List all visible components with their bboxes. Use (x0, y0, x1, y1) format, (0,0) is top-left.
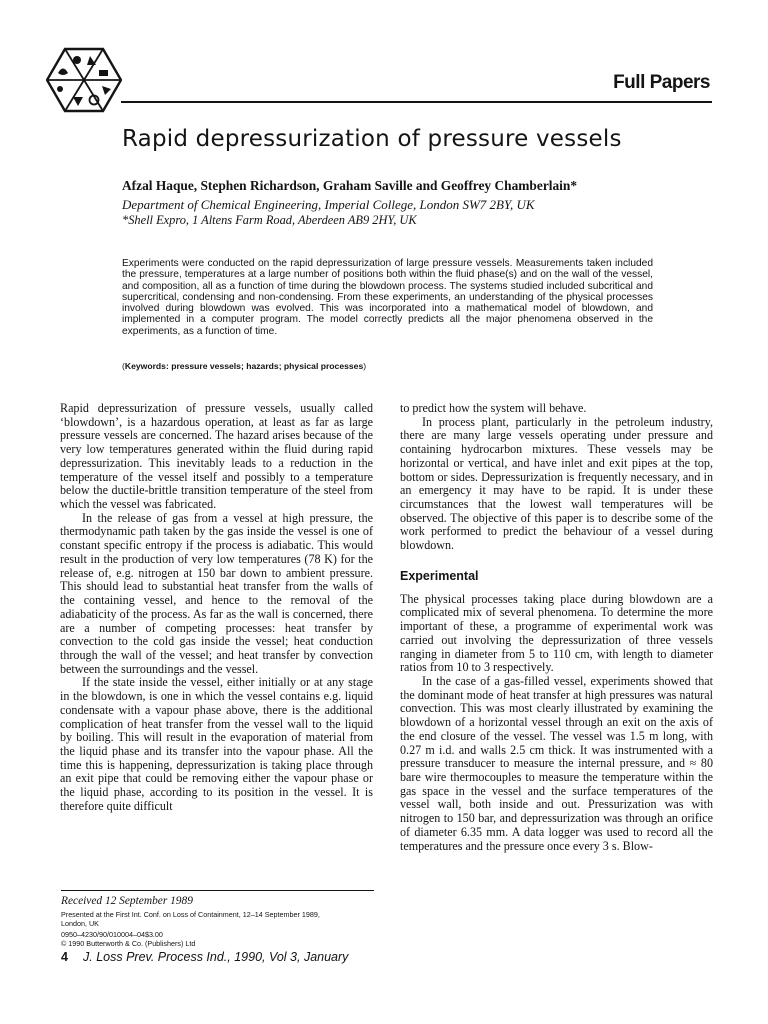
body-column-left (60, 402, 373, 814)
keywords-list: pressure vessels; hazards; physical processes (171, 361, 364, 371)
journal-citation: J. Loss Prev. Process Ind., 1990, Vol 3, January (83, 950, 349, 964)
body-paragraph: The physical processes taking place during blowdown are a complicated mix of several phenomena. To determine the more important of these, a programme of experimental work was carried out involving the depressurization of three vessels ranging in diameter from 5 to 110 cm, with length to diameter ratios from 10 to 3 respectively. (400, 591, 713, 675)
presented-note-line: London, UK (61, 918, 99, 928)
affiliation-primary: Department of Chemical Engineering, Imperial College, London SW7 2BY, UK (122, 197, 535, 212)
body-paragraph: In the case of a gas-filled vessel, experiments showed that the dominant mode of heat transfer at high pressures was natural convection. This was most clearly illustrated by examining the blowdown of a horizontal vessel through an exit on the axis of the end closure of the vessel. The vessel was 1.5 m long, with 0.27 m i.d. and walls 2.5 cm thick. It was instrumented with a pressure transducer to measure the internal pressure, and ≈ 80 bare wire thermocouples to measure the temperature within the gas space in the vessel and the surface temperatures of the vessel wall, both inside and out. Pressurization was with nitrogen to 150 bar, and depressurization was through an orifice of diameter 6.35 mm. A data logger was used to record all the temperatures and the pressure once every 3 s. Blow- (400, 673, 713, 853)
page-number: 4 (61, 950, 68, 964)
affiliation-secondary: *Shell Expro, 1 Altens Farm Road, Aberdeen AB9 2HY, UK (122, 213, 417, 227)
presented-note (61, 911, 320, 928)
received-date: Received 12 September 1989 (61, 895, 193, 907)
section-heading-experimental: Experimental (400, 568, 479, 583)
body-paragraph: If the state inside the vessel, either initially or at any stage in the blowdown, is one in which the vessel contains e.g. liquid condensate with a vapour phase above, there is the additional complication of heat transfer from the vessel wall to the liquid by boiling. This will result in the evaporation of material from the liquid phase and its transfer into the vapour phase. All the time this is happening, depressurization is taking place through an exit pipe that could be removing either the vapour phase or the liquid phase, according to its position in the vessel. It is therefore quite difficult (60, 675, 373, 813)
article-code: 0950–4230/90/010004–04$3.00 (61, 930, 163, 939)
header-rule (121, 101, 712, 103)
body-paragraph: In process plant, particularly in the petroleum industry, there are many large vessels operating under pressure and containing hydrocarbon mixtures. These vessels may be horizontal or vertical, and have inlet and exit pipes at the top, bottom or sides. Depressurization is frequently necessary, and in an emergency it may have to be rapid. It is under these circumstances that the lowest wall temperatures will be observed. The objective of this paper is to describe some of the work performed to predict the behaviour of a vessel during blowdown. (400, 414, 713, 553)
article-authors: Afzal Haque, Stephen Richardson, Graham Saville and Geoffrey Chamberlain* (122, 178, 578, 193)
keywords-line (122, 361, 366, 371)
footnote-rule (61, 890, 374, 891)
body-paragraph: In the release of gas from a vessel at high pressure, the thermodynamic path taken by the gas inside the vessel is one of constant specific entropy if the process is adiabatic. This would result in the production of very low temperatures (78 K) for the release of, e.g. nitrogen at 150 bar down to ambient pressure. This should lead to substantial heat transfer from the walls of the containing vessel, and hence to the removal of the adiabaticity of the process. As far as the wall is concerned, there are a number of competing processes: heat transfer by convection to the cold gas inside the vessel; heat conduction through the wall of the vessel; and heat transfer by convection between the surroundings and the vessel. (60, 510, 373, 676)
copyright-line: © 1990 Butterworth & Co. (Publishers) Ltd (61, 938, 196, 948)
keywords-open: ( (122, 361, 125, 371)
journal-logo (46, 46, 122, 114)
keywords-close: ) (363, 361, 367, 371)
presented-note-line: Presented at the First Int. Conf. on Loss of Containment, 12–14 September 1989, (61, 910, 320, 919)
abstract: Experiments were conducted on the rapid depressurization of large pressure vessels. Measurements taken included the pressure, temperatures at a large number of positions both within the fluid phase(s) and on the wall of the vessel, and composition, all as a function of time during the blowdown process. The systems studied included subcritical and supercritical, condensing and non-condensing. From these experiments, an understanding of the physical processes involved during blowdown was evolved. This was incorporated into a mathematical model of blowdown, and implemented in a computer program. The model correctly predicts all the major phenomena observed in the experiments, as a function of time. (122, 258, 653, 337)
copyright-block (61, 931, 195, 948)
hazard-hexagon-logo-icon (46, 46, 122, 114)
section-label: Full Papers (613, 72, 710, 93)
body-paragraph: to predict how the system will behave. (400, 401, 587, 415)
body-column-right (400, 402, 713, 853)
keywords-label: Keywords: (124, 361, 169, 371)
body-paragraph: Rapid depressurization of pressure vessels, usually called ‘blowdown’, is a hazardous operation, at least as far as large pressure vessels are concerned. The hazard arises because of the very low temperatures generated within the fluid during rapid depressurization. This inevitably leads to a reduction in the temperature of the vessel itself and possibly to a temperature below the ductile-brittle transition temperature of the steel from which the vessel was fabricated. (60, 401, 373, 512)
article-title: Rapid depressurization of pressure vessels (122, 126, 622, 152)
